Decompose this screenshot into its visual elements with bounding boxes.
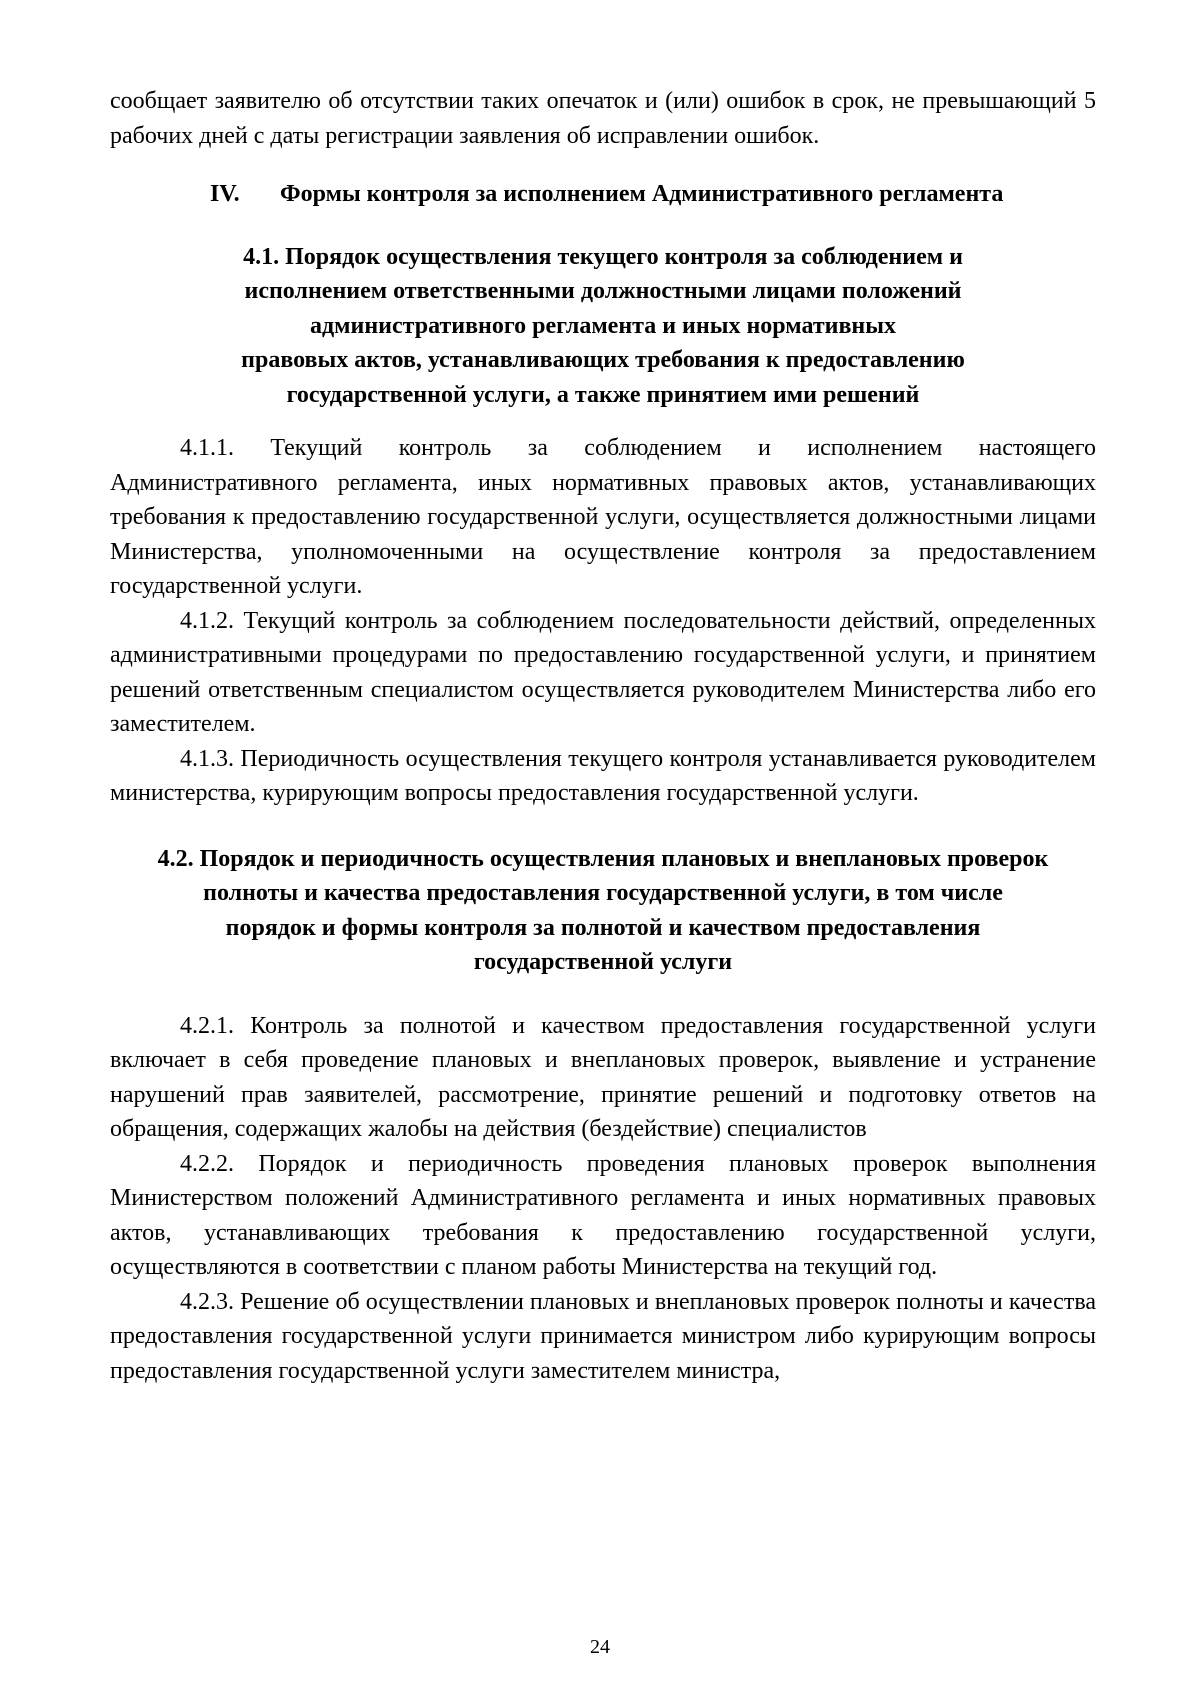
subsection-4-2-heading [110,842,1096,980]
paragraph-4-2-2: 4.2.2. Порядок и периодичность проведения плановых проверок выполнения Министерством положений Административного регламента и иных нормативных правовых актов, устанавливающих требования к предоставлению государственной услуги, осуществляются в соответствии с планом работы Министерства на текущий год. [110,1150,1096,1280]
paragraph-4-1-3: 4.1.3. Периодичность осуществления текущего контроля устанавливается руководителем министерства, курирующим вопросы предоставления государственной услуги. [110,745,1096,806]
paragraph-4-1-1: 4.1.1. Текущий контроль за соблюдением и исполнением настоящего Административного регламента, иных нормативных правовых актов, устанавливающих требования к предоставлению государственной услуги, осуществляется должностными лицами Министерства, уполномоченными на осуществление контроля за предоставлением государственной услуги. [110,435,1096,599]
section-iv-heading [110,177,1096,212]
paragraph-4-1-2: 4.1.2. Текущий контроль за соблюдением последовательности действий, определенных административными процедурами по предоставлению государственной услуги, и принятием решений ответственным специалистом осуществляется руководителем Министерства либо его заместителем. [110,607,1096,737]
section-iv-title: Формы контроля за исполнением Административного регламента [280,181,1004,207]
document-page [110,84,1096,1388]
paragraph-4-2-1: 4.2.1. Контроль за полнотой и качеством предоставления государственной услуги включает в себя проведение плановых и внеплановых проверок, выявление и устранение нарушений прав заявителей, рассмотрение, принятие решений и подготовку ответов на обращения, содержащих жалобы на действия (бездействие) специалистов [110,1012,1096,1142]
section-iv-number: IV. [210,181,240,207]
heading-line: государственной услуги [473,949,733,975]
intro-paragraph: сообщает заявителю об отсутствии таких опечаток и (или) ошибок в срок, не превышающий 5 рабочих дней с даты регистрации заявления об исправлении ошибок. [110,88,1096,149]
heading-line: исполнением ответственными должностными лицами положений [244,278,962,304]
heading-line: правовых актов, устанавливающих требования к предоставлению [241,347,965,373]
heading-line: 4.1. Порядок осуществления текущего контроля за соблюдением и [243,243,963,270]
heading-line: полноты и качества предоставления государственной услуги, в том числе [203,880,1003,906]
heading-line: государственной услуги, а также принятием ими решений [286,381,920,408]
page-number: 24 [590,1636,610,1658]
heading-line: порядок и формы контроля за полнотой и качеством предоставления [225,914,981,941]
subsection-4-1-heading [110,240,1096,413]
paragraph-4-2-3: 4.2.3. Решение об осуществлении плановых и внеплановых проверок полноты и качества предоставления государственной услуги принимается министром либо курирующим вопросы предоставления государственной услуги заместителем министра, [110,1288,1096,1384]
heading-line: административного регламента и иных нормативных [310,312,896,339]
heading-line: 4.2. Порядок и периодичность осуществления плановых и внеплановых проверок [157,845,1049,872]
